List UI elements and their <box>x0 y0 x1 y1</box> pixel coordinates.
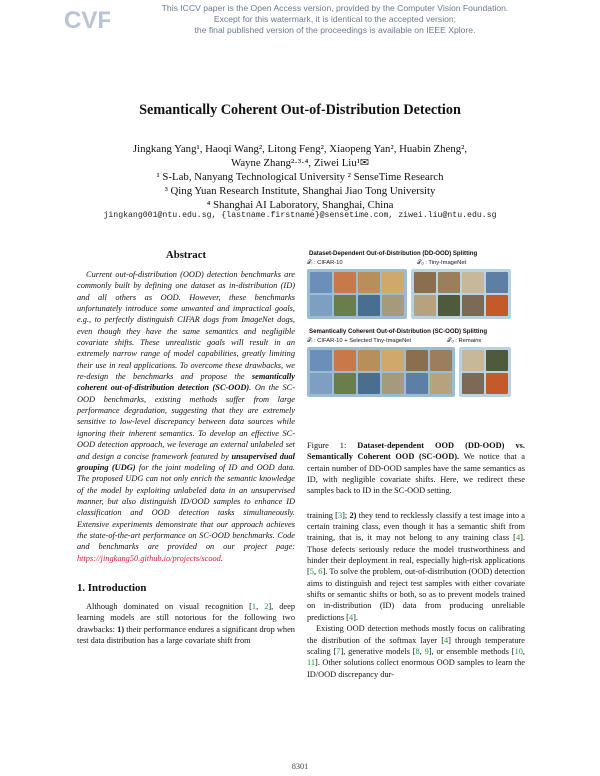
image-thumbnail <box>430 350 452 371</box>
figure-subtitles-top <box>307 260 525 267</box>
citation-link[interactable]: 4 <box>348 612 354 622</box>
figure-label-scood: Semantically Coherent Out-of-Distribution (SC-OOD) Splitting <box>309 328 488 335</box>
citation-link[interactable]: 1 <box>251 601 257 611</box>
abstract-end: . <box>220 553 223 563</box>
body-text: , <box>522 646 525 656</box>
citation-link[interactable]: 10 <box>514 646 523 656</box>
figure-id-label-bottom: 𝒯ᵢ : CIFAR-10 + Selected Tiny-ImageNet <box>307 338 412 344</box>
citation-link[interactable]: 7 <box>336 646 341 656</box>
intro-text-3: ], deep learning models are still notorious for the following two drawbacks: <box>77 601 295 634</box>
right-column <box>307 250 525 680</box>
body-text: Existing OOD detection methods mostly focus on calibrating the distribution of the softmax layer [ <box>307 624 525 645</box>
body-text: ]; <box>342 510 350 520</box>
paper-title: Semantically Coherent Out-of-Distribution Detection <box>139 102 461 118</box>
body-text: training [ <box>307 510 338 520</box>
intro-bold-1: 1) <box>117 624 125 634</box>
body-text: ]. To solve the problem, out-of-distribution (OOD) detection aims to distinguish and reject test samples with either covariate shifts or semantic shifts or both, so as to prevent models trained on in-distribution (ID) data from producing unreliable predictions [ <box>307 567 526 622</box>
body-text: ], generative models [ <box>340 646 416 656</box>
abstract-part-3: for the joint modeling of ID and OOD data. The proposed UDG can not only enrich the semantic knowledge of the model by exploiting unlabeled data in an unsupervised manner, but also distinguish ID/OOD samples to enhance ID classification and OOD detection tasks simultaneously. Extensive experiments demonstrate that our approach achieves the state-of-the-art performance on SC-OOD benchmarks. Code and benchmarks are provided on our project page: <box>77 462 295 552</box>
body-text: ] through temperature scaling [ <box>307 635 525 656</box>
abstract-bold-scood: semantically coherent out-of-distribution detection (SC-OOD) <box>77 372 295 393</box>
citation-link[interactable]: 8 <box>415 646 420 656</box>
image-thumbnail <box>334 272 356 293</box>
image-thumbnail <box>310 272 332 293</box>
image-thumbnail <box>406 350 428 371</box>
image-thumbnail <box>462 272 484 293</box>
citation-link[interactable]: 4 <box>515 533 521 543</box>
image-thumbnail <box>406 373 428 394</box>
affiliation-2: ³ Qing Yuan Research Institute, Shanghai Jiao Tong University <box>164 185 436 197</box>
image-thumbnail <box>486 295 508 316</box>
abstract-part-1: Current out-of-distribution (OOD) detection benchmarks are commonly built by defining one dataset as in-distribution (ID) and all others as OOD. However, these benchmarks unfortunately introduce some unwanted and impractical goals, e.g., to perfectly distinguish CIFAR dogs from ImageNet dogs, even though they have the same semantics and negligible covariate shifts. These unrealistic goals will result in an extremely narrow range of model capabilities, greatly limiting their use in real applications. To overcome these drawbacks, we re-design the benchmarks and propose the <box>77 270 295 382</box>
image-thumbnail <box>358 295 380 316</box>
right-paragraph-2 <box>307 623 525 680</box>
caption-prefix: Figure 1: <box>307 441 358 450</box>
citation-link[interactable]: 6 <box>318 567 323 577</box>
abstract-bold-udg: unsupervised dual grouping (UDG) <box>77 451 296 472</box>
intro-text-2: , <box>256 601 265 611</box>
image-thumbnail <box>382 295 404 316</box>
cvf-logo-icon <box>62 4 110 34</box>
caption-bold: Dataset-dependent OOD (DD-OOD) vs. Semantically Coherent OOD (SC-OOD). <box>307 441 525 462</box>
image-thumbnail <box>358 350 380 371</box>
body-text: they tend to recklessly classify a test image into a certain training class, even though it has a semantic shift from training, that is, it may not belong to any training class [ <box>307 510 525 543</box>
author-block <box>40 142 560 212</box>
figure-subtitles-bottom <box>307 338 525 345</box>
image-thumbnail <box>310 373 332 394</box>
watermark-line-1: This ICCV paper is the Open Access version, provided by the Computer Vision Foundation. <box>161 3 509 13</box>
image-thumbnail <box>382 373 404 394</box>
abstract-text <box>77 269 295 564</box>
image-thumbnail <box>414 295 436 316</box>
abstract-part-2: . On the SC-OOD benchmarks, existing methods suffer from large performance degradation, suggesting that they are extremely sensitive to low-level discrepancy between data sources while ignoring their inherent semantics. To develop an effective SC-OOD detection approach, we leverage an external unlabeled set and design a concise framework featured by <box>77 383 295 461</box>
figure-caption <box>307 440 525 497</box>
image-thumbnail <box>310 295 332 316</box>
body-bold: 2) <box>349 510 357 520</box>
image-thumbnail <box>462 350 484 371</box>
citation-link[interactable]: 3 <box>337 510 343 520</box>
svg-text:CVF: CVF <box>64 7 110 34</box>
watermark-line-2: Except for this watermark, it is identical to the accepted version; <box>213 14 457 24</box>
figure-1 <box>307 250 525 397</box>
image-thumbnail <box>334 295 356 316</box>
caption-rest: We notice that a certain number of DD-OOD samples have the same semantics as ID, with negligible covariate shifts. Here, we redirect these samples back to ID in the SC-OOD setting. <box>307 452 525 496</box>
right-paragraph-1 <box>307 510 525 623</box>
authors-line-2: Wayne Zhang²·³·⁴, Ziwei Liu¹✉ <box>231 157 369 169</box>
citation-link[interactable]: 11 <box>307 658 316 668</box>
image-thumbnail <box>414 272 436 293</box>
image-thumbnail <box>486 350 508 371</box>
open-access-watermark <box>120 3 550 36</box>
figure-ood-label-top: 𝒯ₒ : Tiny-ImageNet <box>417 260 467 266</box>
image-thumbnail <box>382 350 404 371</box>
image-thumbnail <box>310 350 332 371</box>
id-image-group <box>307 269 407 319</box>
left-column <box>77 249 295 646</box>
body-text: , <box>313 567 319 577</box>
image-thumbnail <box>334 350 356 371</box>
body-text: ]. Other solutions collect enormous OOD samples to learn the ID/OOD discrepancy dur- <box>307 658 525 679</box>
affiliation-1: ¹ S-Lab, Nanyang Technological University ² SenseTime Research <box>156 171 444 183</box>
body-text: , <box>419 646 425 656</box>
image-thumbnail <box>438 295 460 316</box>
watermark-line-3: the final published version of the proceedings is available on IEEE Xplore. <box>194 25 476 35</box>
image-thumbnail <box>486 272 508 293</box>
figure-thumbnails-top <box>307 269 525 319</box>
image-thumbnail <box>486 373 508 394</box>
citation-link[interactable]: 4 <box>443 635 449 645</box>
intro-text-4: their performance endures a significant drop when test data distribution has a large covariate shift from <box>77 624 295 645</box>
id-image-group-extended <box>307 347 455 397</box>
citation-link[interactable]: 9 <box>424 646 429 656</box>
image-thumbnail <box>462 295 484 316</box>
citation-link[interactable]: 2 <box>264 601 269 611</box>
body-text: ], or ensemble methods [ <box>428 646 515 656</box>
citation-link[interactable]: 5 <box>309 567 314 577</box>
image-thumbnail <box>438 272 460 293</box>
page-number: 8301 <box>291 762 309 771</box>
ood-image-group-remains <box>459 347 511 397</box>
body-text: ]. Those defects seriously reduce the model trustworthiness and hinder their deployment in real, especially high-risk applications [ <box>307 533 525 577</box>
intro-text-1: Although dominated on visual recognition [ <box>86 601 252 611</box>
image-thumbnail <box>334 373 356 394</box>
figure-label-ddood: Dataset-Dependent Out-of-Distribution (DD-OOD) Splitting <box>309 250 478 257</box>
figure-id-label-top: 𝒯ᵢ : CIFAR-10 <box>307 260 343 266</box>
figure-thumbnails-bottom <box>307 347 525 397</box>
image-thumbnail <box>358 272 380 293</box>
image-thumbnail <box>462 373 484 394</box>
body-text: ]. <box>353 612 358 622</box>
abstract-heading: Abstract <box>165 249 207 261</box>
ood-image-group <box>411 269 511 319</box>
introduction-paragraph <box>77 601 295 646</box>
affiliation-3: ⁴ Shanghai AI Laboratory, Shanghai, China <box>206 199 394 211</box>
introduction-heading: 1. Introduction <box>77 581 147 594</box>
image-thumbnail <box>382 272 404 293</box>
image-thumbnail <box>430 373 452 394</box>
authors-line-1: Jingkang Yang¹, Haoqi Wang², Litong Feng², Xiaopeng Yan², Huabin Zheng², <box>132 143 468 155</box>
figure-ood-label-bottom: 𝒯ₒ : Remains <box>447 338 482 344</box>
project-page-link[interactable]: https://jingkang50.github.io/projects/scood <box>77 553 221 563</box>
author-emails: jingkang001@ntu.edu.sg, {lastname.firstname}@sensetime.com, ziwei.liu@ntu.edu.sg <box>103 211 497 220</box>
image-thumbnail <box>358 373 380 394</box>
